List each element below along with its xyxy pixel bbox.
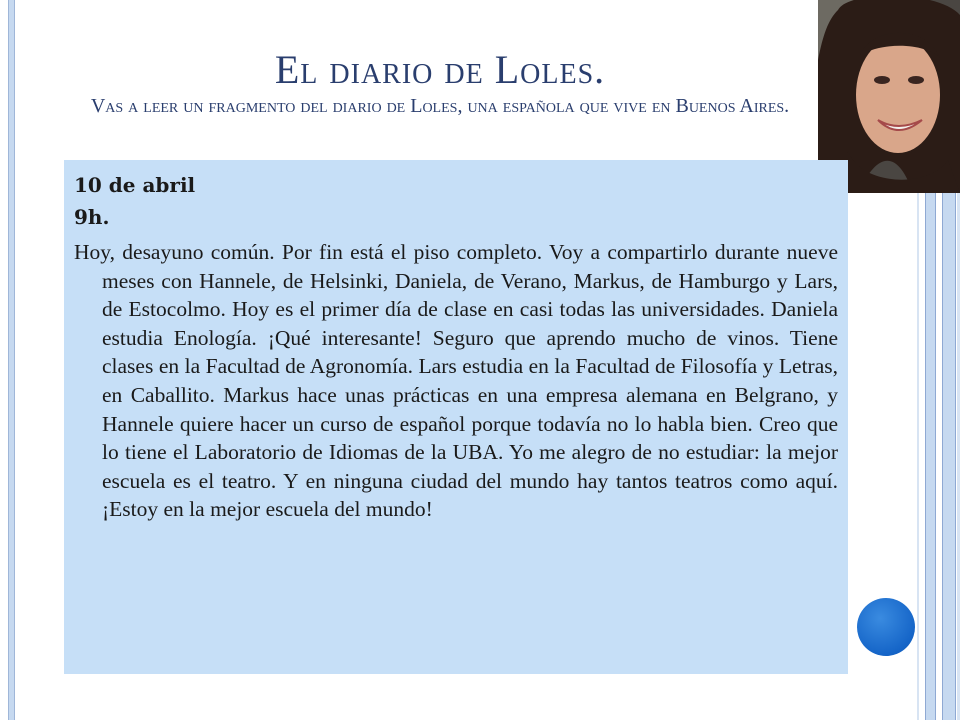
diary-paragraph: Hoy, desayuno común. Por fin está el piso completo. Voy a compartirlo durante nueve meses con Hannele, de Helsinki, Daniela, de Verano, Markus, de Hamburgo y Lars, de Estocolmo. Hoy es el primer día de clase en casi todas las universidades. Daniela estudia Enología. ¡Qué interesante! Seguro que aprendo mucho de vinos. Tiene clases en la Facultad de Agronomía. Lars estudia en la Facultad de Filosofía y Letras, en Caballito. Markus hace unas prácticas en una empresa alemana en Belgrano, y Hannele quiere hacer un curso de español porque todavía no lo habla bien. Creo que lo tiene el Laboratorio de Idiomas de la UBA. Yo me alegro de no estudiar: la mejor escuela es el teatro. Y en ninguna ciudad del mundo hay tantos teatros como aquí. ¡Estoy en la mejor escuela del mundo! (74, 240, 838, 522)
diary-hour: 9h. (74, 205, 110, 229)
slide-frame-left (8, 0, 15, 720)
diary-date: 10 de abril (74, 173, 196, 197)
title-block (60, 48, 820, 118)
slide-subtitle: Vas a leer un fragmento del diario de Loles, una española que vive en Buenos Aires. (90, 95, 790, 117)
slide-title: El diario de Loles. (274, 47, 606, 92)
diary-entry-box (64, 160, 848, 674)
decorative-circle (857, 598, 915, 656)
slide-frame-right (917, 190, 919, 720)
slide-frame-right (925, 190, 936, 720)
